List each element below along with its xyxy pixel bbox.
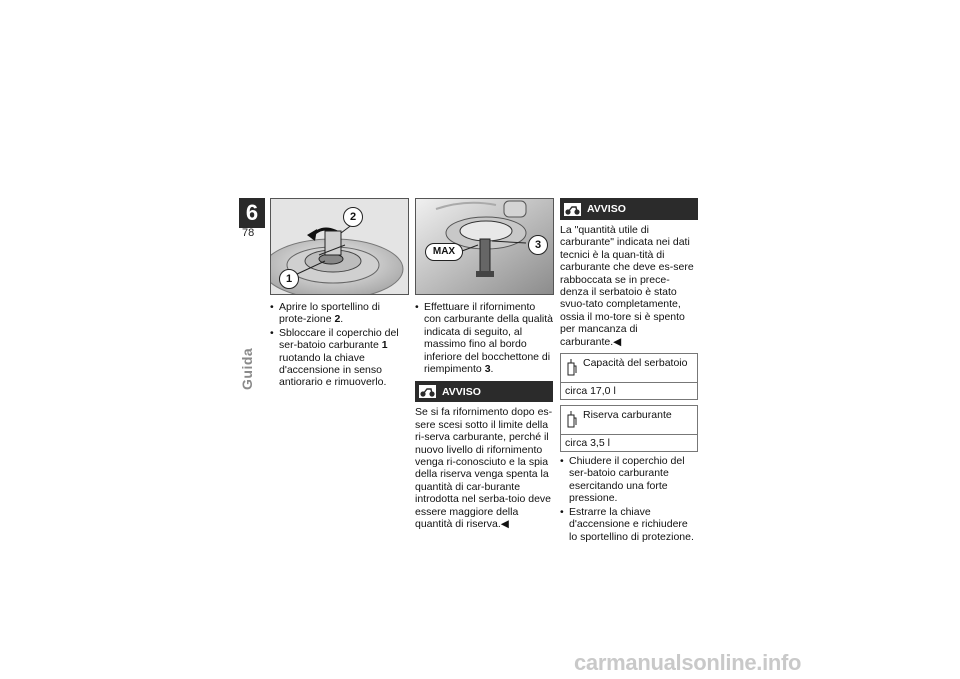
- fuel-pump-icon: [561, 354, 583, 382]
- notice-title: AVVISO: [587, 202, 626, 215]
- filler-neck-illustration: [415, 198, 554, 295]
- list-item: • Aprire lo sportellino di prote-zione 2.: [270, 301, 408, 326]
- steps-list-1: [270, 301, 408, 389]
- spec-label: Capacità del serbatoio: [583, 357, 688, 370]
- fuel-cap-unlock-illustration: [270, 198, 409, 295]
- spec-value: circa 17,0 l: [565, 385, 616, 398]
- list-item: • Effettuare il rifornimento con carburante della qualità indicata di seguito, al massimo fino al bordo inferiore del bocchettone di riempimento 3.: [415, 301, 553, 375]
- spec-label: Riserva carburante: [583, 409, 672, 422]
- callout-3: 3: [528, 235, 548, 255]
- spec-tank-capacity: [560, 353, 698, 400]
- site-watermark: carmanualsonline.info: [574, 650, 802, 675]
- column-3: [560, 198, 698, 544]
- list-item: • Sbloccare il coperchio del ser-batoio carburante 1 ruotando la chiave d'accensione in senso antiorario e rimuoverlo.: [270, 327, 408, 389]
- spec-value: circa 3,5 l: [565, 437, 610, 450]
- notice-header: [560, 198, 698, 220]
- steps-list-3: [560, 455, 698, 543]
- callout-2: 2: [343, 207, 363, 227]
- notice-body: Se si fa rifornimento dopo es-sere scesi sotto il limite della ri-serva carburante, perché il nuovo livello di rifornimento venga ri-conosciuto e la spia della riserva venga spenta la quantità di car-burante introdotta nel serba-toio deve essere maggiore della quantità di riserva.◀: [415, 406, 553, 531]
- notice-title: AVVISO: [442, 385, 481, 398]
- chapter-number: 6: [239, 198, 265, 228]
- page-number: 78: [242, 227, 255, 239]
- column-2: [415, 198, 553, 531]
- chapter-title: Guida: [239, 347, 255, 390]
- callout-1: 1: [279, 269, 299, 289]
- list-item: • Estrarre la chiave d'accensione e richiudere lo sportellino di protezione.: [560, 506, 698, 543]
- motorcycle-icon: [564, 203, 581, 216]
- spec-fuel-reserve: [560, 405, 698, 452]
- notice-body: La "quantità utile di carburante" indicata nei dati tecnici è la quan-tità di carburante che deve es-sere rabboccata se in prece-denza il serbatoio è stato svuo-tato completamente, ossia il mo-tore si è spento per mancanza di carburante.◀: [560, 224, 694, 348]
- chapter-tab: [239, 198, 265, 228]
- column-1: [270, 198, 408, 390]
- notice-header: [415, 381, 553, 402]
- fuel-pump-icon: [561, 406, 583, 434]
- steps-list-2: [415, 301, 553, 375]
- list-item: • Chiudere il coperchio del ser-batoio carburante esercitando una forte pressione.: [560, 455, 698, 505]
- motorcycle-icon: [419, 385, 436, 398]
- max-level-label: MAX: [425, 243, 463, 261]
